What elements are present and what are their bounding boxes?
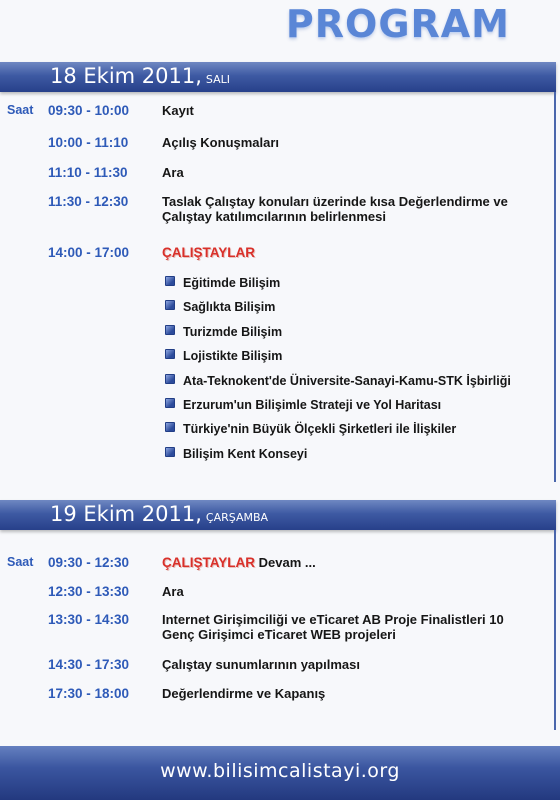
time-range: 12:30 - 13:30	[48, 584, 130, 599]
list-item	[165, 398, 511, 422]
time-range: 10:00 - 11:10	[48, 135, 129, 150]
session-text: Devam ...	[258, 555, 316, 570]
session-description: Çalıştay sunumlarının yapılması	[162, 657, 360, 672]
workshops-heading: ÇALIŞTAYLAR	[162, 245, 256, 260]
list-item	[165, 349, 511, 373]
session-description: Ara	[162, 584, 184, 599]
list-item	[165, 276, 511, 300]
day1-weekday: SALI	[205, 73, 231, 86]
day1-date-text: 18 Ekim 2011,	[50, 64, 202, 88]
workshop-name: Erzurum'un Bilişimle Strateji ve Yol Haritası	[183, 397, 442, 412]
square-bullet-icon	[165, 300, 175, 310]
square-bullet-icon	[165, 325, 175, 335]
time-range: 14:30 - 17:30	[48, 657, 130, 672]
workshop-name: Türkiye'nin Büyük Ölçekli Şirketleri ile İlişkiler	[183, 422, 457, 437]
workshop-name: Sağlıkta Bilişim	[183, 300, 276, 315]
workshop-name: Ata-Teknokent'de Üniversite-Sanayi-Kamu-STK İşbirliği	[183, 373, 511, 388]
list-item	[165, 300, 511, 324]
page-title: PROGRAM	[285, 2, 510, 46]
square-bullet-icon	[165, 447, 175, 457]
square-bullet-icon	[165, 276, 175, 286]
day2-date	[50, 502, 268, 526]
day1-date	[50, 64, 230, 88]
time-range: 13:30 - 14:30	[48, 612, 130, 627]
workshop-list	[165, 276, 511, 471]
session-description	[162, 555, 534, 570]
session-description: Değerlendirme ve Kapanış	[162, 686, 326, 701]
website-link[interactable]: www.bilisimcalistayi.org	[160, 760, 400, 782]
footer-band	[0, 746, 560, 800]
day1-side-rule	[554, 92, 556, 482]
square-bullet-icon	[165, 374, 175, 384]
day1-header	[0, 62, 556, 92]
time-range: 09:30 - 10:00	[48, 103, 130, 118]
session-description: Kayıt	[162, 103, 194, 118]
day2-date-text: 19 Ekim 2011,	[50, 502, 202, 526]
list-item	[165, 447, 511, 471]
time-range: 14:00 - 17:00	[48, 245, 130, 260]
saat-label: Saat	[7, 103, 34, 117]
workshop-name: Bilişim Kent Konseyi	[183, 446, 308, 461]
list-item	[165, 374, 511, 398]
workshop-name: Eğitimde Bilişim	[183, 276, 281, 290]
day2-header	[0, 500, 556, 530]
square-bullet-icon	[165, 422, 175, 432]
square-bullet-icon	[165, 349, 175, 359]
workshop-name: Lojistikte Bilişim	[183, 349, 283, 364]
time-range: 17:30 - 18:00	[48, 686, 130, 701]
time-range: 11:30 - 12:30	[48, 194, 129, 209]
session-description: Açılış Konuşmaları	[162, 135, 280, 150]
list-item	[165, 325, 511, 349]
square-bullet-icon	[165, 398, 175, 408]
saat-label: Saat	[7, 555, 34, 569]
list-item	[165, 422, 511, 446]
session-description: Taslak Çalıştay konuları üzerinde kısa Değerlendirme ve Çalıştay katılımcılarının belirlenmesi	[162, 194, 508, 224]
session-description: Internet Girişimciliği ve eTicaret AB Proje Finalistleri 10 Genç Girişimci eTicaret WEB projeleri	[162, 612, 504, 642]
day2-weekday: ÇARŞAMBA	[205, 511, 269, 524]
workshop-name: Turizmde Bilişim	[183, 324, 283, 339]
time-range: 09:30 - 12:30	[48, 555, 130, 570]
session-description: Ara	[162, 165, 184, 180]
day2-side-rule	[554, 530, 556, 730]
workshops-heading: ÇALIŞTAYLAR	[162, 555, 256, 570]
time-range: 11:10 - 11:30	[48, 165, 128, 180]
